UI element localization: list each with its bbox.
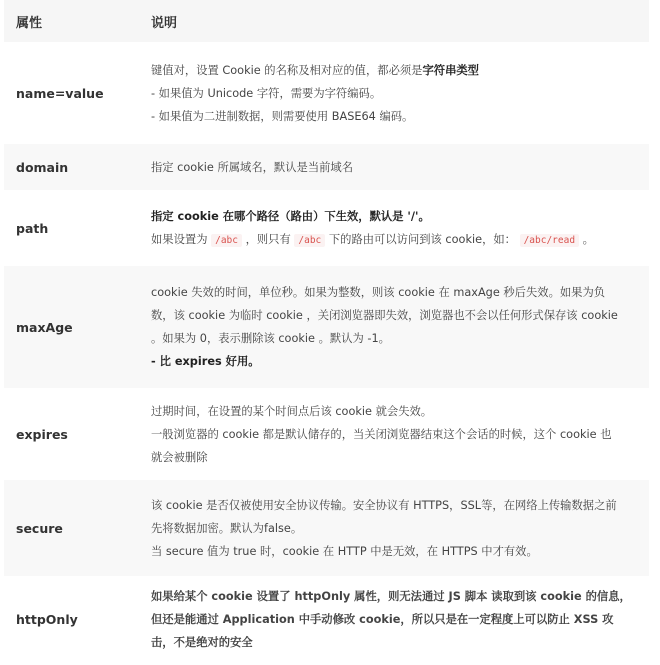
desc-line: 过期时间，在设置的某个时间点后该 cookie 就会失效。 (151, 404, 433, 418)
attr-path: path (16, 220, 49, 236)
desc-line: 该 cookie 是否仅被使用安全协议传输。安全协议有 HTTPS，SSL等，在网络上传输数据之前 (151, 498, 617, 512)
desc-text: 键值对，设置 Cookie 的名称及相对应的值，都必须是 (151, 63, 423, 77)
attr-expires: expires (16, 426, 68, 442)
table-row (4, 190, 649, 266)
desc-maxage (137, 266, 649, 388)
desc-text: ，则只有 (245, 232, 291, 246)
desc-line: 先将数据加密。默认为false。 (151, 521, 303, 535)
desc-line: - 如果值为二进制数据，则需要使用 BASE64 编码。 (151, 109, 414, 123)
desc-secure (137, 480, 649, 576)
inline-code: /abc (294, 234, 325, 247)
desc-text: 如果设置为 (151, 232, 208, 246)
desc-bold: 字符串类型 (422, 63, 479, 77)
desc-text: 。 (582, 232, 594, 246)
table-row (4, 576, 649, 662)
desc-line: 击，不是绝对的安全 (151, 635, 253, 649)
inline-code: /abc/read (520, 234, 579, 247)
desc-bold: - 比 expires 好用。 (151, 355, 260, 368)
desc-name-value (137, 42, 649, 144)
cookie-attributes-table (4, 0, 649, 662)
attr-name-value: name=value (16, 85, 104, 101)
desc-line: 。如果为 0，表示删除该 cookie 。默认为 -1。 (151, 332, 390, 345)
table-row (4, 388, 649, 480)
header-desc: 说明 (137, 0, 649, 42)
header-attr: 属性 (4, 0, 137, 42)
desc-line: 就会被删除 (151, 450, 208, 464)
desc-line: 如果给某个 cookie 设置了 httpOnly 属性，则无法通过 JS 脚本 读取到该 cookie 的信息， (151, 589, 631, 603)
desc-path (137, 190, 649, 266)
table-row (4, 480, 649, 576)
desc-line: 但还是能通过 Application 中手动修改 cookie，所以只是在一定程度上可以防止 XSS 攻 (151, 612, 614, 626)
table-header-row (4, 0, 649, 42)
desc-line: cookie 失效的时间，单位秒。如果为整数，则该 cookie 在 maxAge 秒后失效。如果为负 (151, 286, 606, 299)
attr-httponly: httpOnly (16, 611, 78, 627)
desc-line: 当 secure 值为 true 时，cookie 在 HTTP 中是无效，在 HTTPS 中才有效。 (151, 544, 538, 558)
table-row (4, 42, 649, 144)
desc-line: 指定 cookie 所属域名，默认是当前域名 (151, 160, 354, 174)
table-row (4, 144, 649, 190)
desc-text: 下的路由可以访问到该 cookie，如： (328, 232, 516, 246)
desc-httponly (137, 576, 649, 662)
desc-line: - 如果值为 Unicode 字符，需要为字符编码。 (151, 86, 382, 100)
table-row (4, 266, 649, 388)
desc-bold: 指定 cookie 在哪个路径（路由）下生效，默认是 '/'。 (151, 209, 430, 223)
desc-domain (137, 144, 649, 190)
desc-line: 数，该 cookie 为临时 cookie ，关闭浏览器即失效，浏览器也不会以任何形式保存该 cookie (151, 309, 618, 322)
attr-maxage: maxAge (4, 266, 137, 388)
desc-line: 一般浏览器的 cookie 都是默认储存的，当关闭浏览器结束这个会话的时候，这个 cookie 也 (151, 427, 612, 441)
desc-expires (137, 388, 649, 480)
inline-code: /abc (211, 234, 242, 247)
attr-domain: domain (4, 144, 137, 190)
attr-secure: secure (4, 480, 137, 576)
